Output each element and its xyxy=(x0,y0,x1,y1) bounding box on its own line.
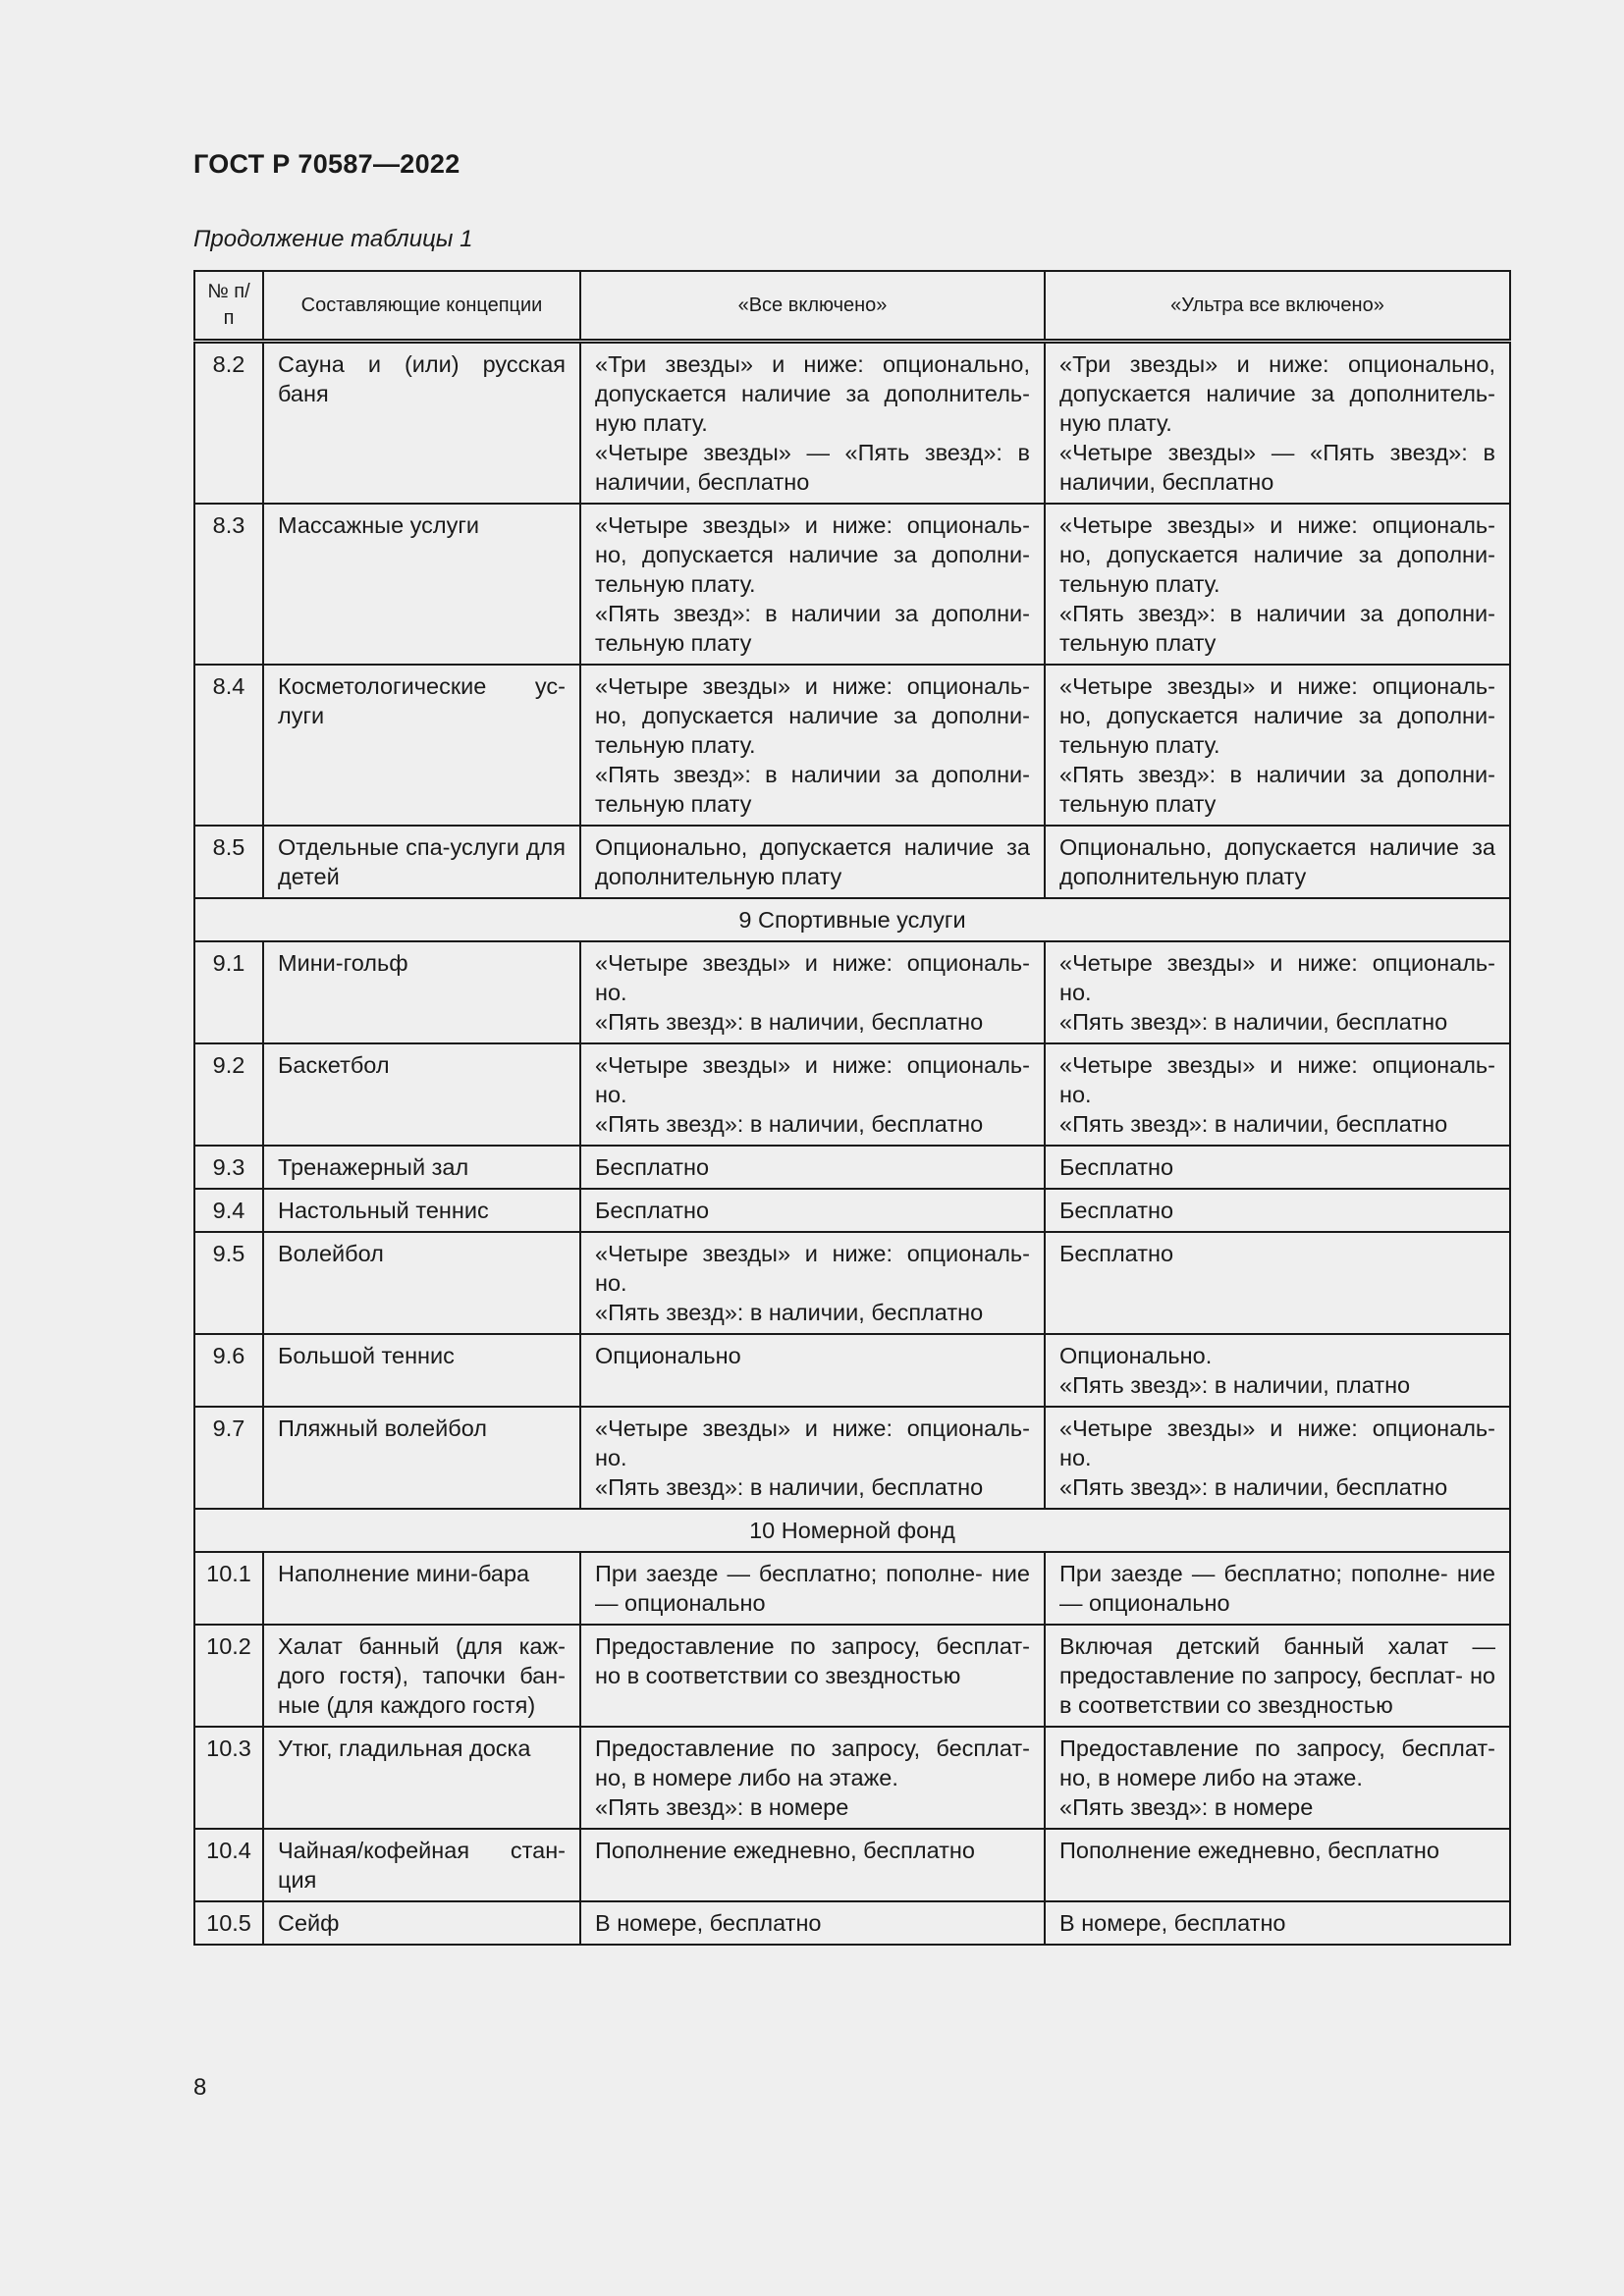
component-cell: Косметологические ус- луги xyxy=(263,665,580,826)
all-inclusive-cell: Предоставление по запросу, бесплат- но в соответствии со звездностью xyxy=(580,1625,1045,1727)
table-row xyxy=(194,504,1510,665)
all-inclusive-cell: В номере, бесплатно xyxy=(580,1901,1045,1945)
component-cell: Большой теннис xyxy=(263,1334,580,1407)
ultra-all-inclusive-cell: «Три звезды» и ниже: опционально, допускается наличие за дополнитель- ную плату. «Четыре звезды» — «Пять звезд»: в наличии, бесплатно xyxy=(1045,342,1510,505)
row-number-cell: 8.2 xyxy=(194,342,263,505)
component-cell: Мини-гольф xyxy=(263,941,580,1043)
ultra-all-inclusive-cell: Бесплатно xyxy=(1045,1232,1510,1334)
column-header-number: № п/п xyxy=(194,271,263,342)
row-number-cell: 10.5 xyxy=(194,1901,263,1945)
component-cell: Тренажерный зал xyxy=(263,1146,580,1189)
section-heading: 9 Спортивные услуги xyxy=(194,898,1510,941)
all-inclusive-cell: «Четыре звезды» и ниже: опциональ- но. «Пять звезд»: в наличии, бесплатно xyxy=(580,1407,1045,1509)
all-inclusive-cell: Опционально, допускается наличие за дополнительную плату xyxy=(580,826,1045,898)
table-row xyxy=(194,1189,1510,1232)
table-header-row xyxy=(194,271,1510,342)
row-number-cell: 9.3 xyxy=(194,1146,263,1189)
ultra-all-inclusive-cell: Включая детский банный халат — предоставление по запросу, бесплат- но в соответствии со звездностью xyxy=(1045,1625,1510,1727)
table-caption: Продолжение таблицы 1 xyxy=(193,226,473,252)
ultra-all-inclusive-cell: «Четыре звезды» и ниже: опциональ- но, допускается наличие за дополни- тельную плату. «Пять звезд»: в наличии за дополни- тельную плату xyxy=(1045,504,1510,665)
all-inclusive-cell: Опционально xyxy=(580,1334,1045,1407)
table-row xyxy=(194,1625,1510,1727)
ultra-all-inclusive-cell: Бесплатно xyxy=(1045,1189,1510,1232)
section-heading-row xyxy=(194,1509,1510,1552)
table-row xyxy=(194,1146,1510,1189)
component-cell: Сейф xyxy=(263,1901,580,1945)
page-number: 8 xyxy=(193,2074,207,2101)
column-header-ultra-all-inclusive: «Ультра все включено» xyxy=(1045,271,1510,342)
component-cell: Наполнение мини-бара xyxy=(263,1552,580,1625)
all-inclusive-cell: При заезде — бесплатно; пополне- ние — опционально xyxy=(580,1552,1045,1625)
section-heading: 10 Номерной фонд xyxy=(194,1509,1510,1552)
all-inclusive-cell: «Четыре звезды» и ниже: опциональ- но. «Пять звезд»: в наличии, бесплатно xyxy=(580,941,1045,1043)
row-number-cell: 9.2 xyxy=(194,1043,263,1146)
column-header-all-inclusive: «Все включено» xyxy=(580,271,1045,342)
component-cell: Массажные услуги xyxy=(263,504,580,665)
ultra-all-inclusive-cell: «Четыре звезды» и ниже: опциональ- но. «Пять звезд»: в наличии, бесплатно xyxy=(1045,941,1510,1043)
row-number-cell: 9.7 xyxy=(194,1407,263,1509)
column-header-component: Составляющие концепции xyxy=(263,271,580,342)
row-number-cell: 9.5 xyxy=(194,1232,263,1334)
component-cell: Волейбол xyxy=(263,1232,580,1334)
all-inclusive-cell: Бесплатно xyxy=(580,1189,1045,1232)
table-body xyxy=(194,342,1510,1946)
component-cell: Сауна и (или) русская баня xyxy=(263,342,580,505)
ultra-all-inclusive-cell: «Четыре звезды» и ниже: опциональ- но, допускается наличие за дополни- тельную плату. «Пять звезд»: в наличии за дополни- тельную плату xyxy=(1045,665,1510,826)
table-row xyxy=(194,1043,1510,1146)
row-number-cell: 9.1 xyxy=(194,941,263,1043)
all-inclusive-cell: «Четыре звезды» и ниже: опциональ- но. «Пять звезд»: в наличии, бесплатно xyxy=(580,1232,1045,1334)
component-cell: Баскетбол xyxy=(263,1043,580,1146)
table-row xyxy=(194,941,1510,1043)
row-number-cell: 8.5 xyxy=(194,826,263,898)
table-row xyxy=(194,826,1510,898)
component-cell: Пляжный волейбол xyxy=(263,1407,580,1509)
table-row xyxy=(194,1334,1510,1407)
table-row xyxy=(194,665,1510,826)
component-cell: Халат банный (для каж- дого гостя), тапочки бан- ные (для каждого гостя) xyxy=(263,1625,580,1727)
component-cell: Чайная/кофейная стан- ция xyxy=(263,1829,580,1901)
row-number-cell: 10.1 xyxy=(194,1552,263,1625)
component-cell: Утюг, гладильная доска xyxy=(263,1727,580,1829)
component-cell: Настольный теннис xyxy=(263,1189,580,1232)
table-row xyxy=(194,342,1510,505)
ultra-all-inclusive-cell: При заезде — бесплатно; пополне- ние — опционально xyxy=(1045,1552,1510,1625)
ultra-all-inclusive-cell: Предоставление по запросу, бесплат- но, в номере либо на этаже. «Пять звезд»: в номере xyxy=(1045,1727,1510,1829)
table-row xyxy=(194,1829,1510,1901)
ultra-all-inclusive-cell: Опционально, допускается наличие за дополнительную плату xyxy=(1045,826,1510,898)
all-inclusive-cell: Бесплатно xyxy=(580,1146,1045,1189)
ultra-all-inclusive-cell: «Четыре звезды» и ниже: опциональ- но. «Пять звезд»: в наличии, бесплатно xyxy=(1045,1407,1510,1509)
row-number-cell: 9.6 xyxy=(194,1334,263,1407)
ultra-all-inclusive-cell: Бесплатно xyxy=(1045,1146,1510,1189)
row-number-cell: 8.4 xyxy=(194,665,263,826)
row-number-cell: 10.3 xyxy=(194,1727,263,1829)
document-standard-title: ГОСТ Р 70587—2022 xyxy=(193,149,460,179)
ultra-all-inclusive-cell: В номере, бесплатно xyxy=(1045,1901,1510,1945)
ultra-all-inclusive-cell: Опционально. «Пять звезд»: в наличии, платно xyxy=(1045,1334,1510,1407)
section-heading-row xyxy=(194,898,1510,941)
ultra-all-inclusive-cell: Пополнение ежедневно, бесплатно xyxy=(1045,1829,1510,1901)
concept-table xyxy=(193,270,1509,1946)
row-number-cell: 9.4 xyxy=(194,1189,263,1232)
row-number-cell: 8.3 xyxy=(194,504,263,665)
all-inclusive-cell: «Четыре звезды» и ниже: опциональ- но, допускается наличие за дополни- тельную плату. «Пять звезд»: в наличии за дополни- тельную плату xyxy=(580,504,1045,665)
table-row xyxy=(194,1901,1510,1945)
row-number-cell: 10.4 xyxy=(194,1829,263,1901)
all-inclusive-cell: Предоставление по запросу, бесплат- но, в номере либо на этаже. «Пять звезд»: в номере xyxy=(580,1727,1045,1829)
table-row xyxy=(194,1232,1510,1334)
component-cell: Отдельные спа-услуги для детей xyxy=(263,826,580,898)
table-row xyxy=(194,1407,1510,1509)
row-number-cell: 10.2 xyxy=(194,1625,263,1727)
all-inclusive-cell: Пополнение ежедневно, бесплатно xyxy=(580,1829,1045,1901)
table-row xyxy=(194,1552,1510,1625)
all-inclusive-cell: «Четыре звезды» и ниже: опциональ- но, допускается наличие за дополни- тельную плату. «Пять звезд»: в наличии за дополни- тельную плату xyxy=(580,665,1045,826)
ultra-all-inclusive-cell: «Четыре звезды» и ниже: опциональ- но. «Пять звезд»: в наличии, бесплатно xyxy=(1045,1043,1510,1146)
all-inclusive-cell: «Три звезды» и ниже: опционально, допускается наличие за дополнитель- ную плату. «Четыре звезды» — «Пять звезд»: в наличии, бесплатно xyxy=(580,342,1045,505)
table-row xyxy=(194,1727,1510,1829)
all-inclusive-cell: «Четыре звезды» и ниже: опциональ- но. «Пять звезд»: в наличии, бесплатно xyxy=(580,1043,1045,1146)
